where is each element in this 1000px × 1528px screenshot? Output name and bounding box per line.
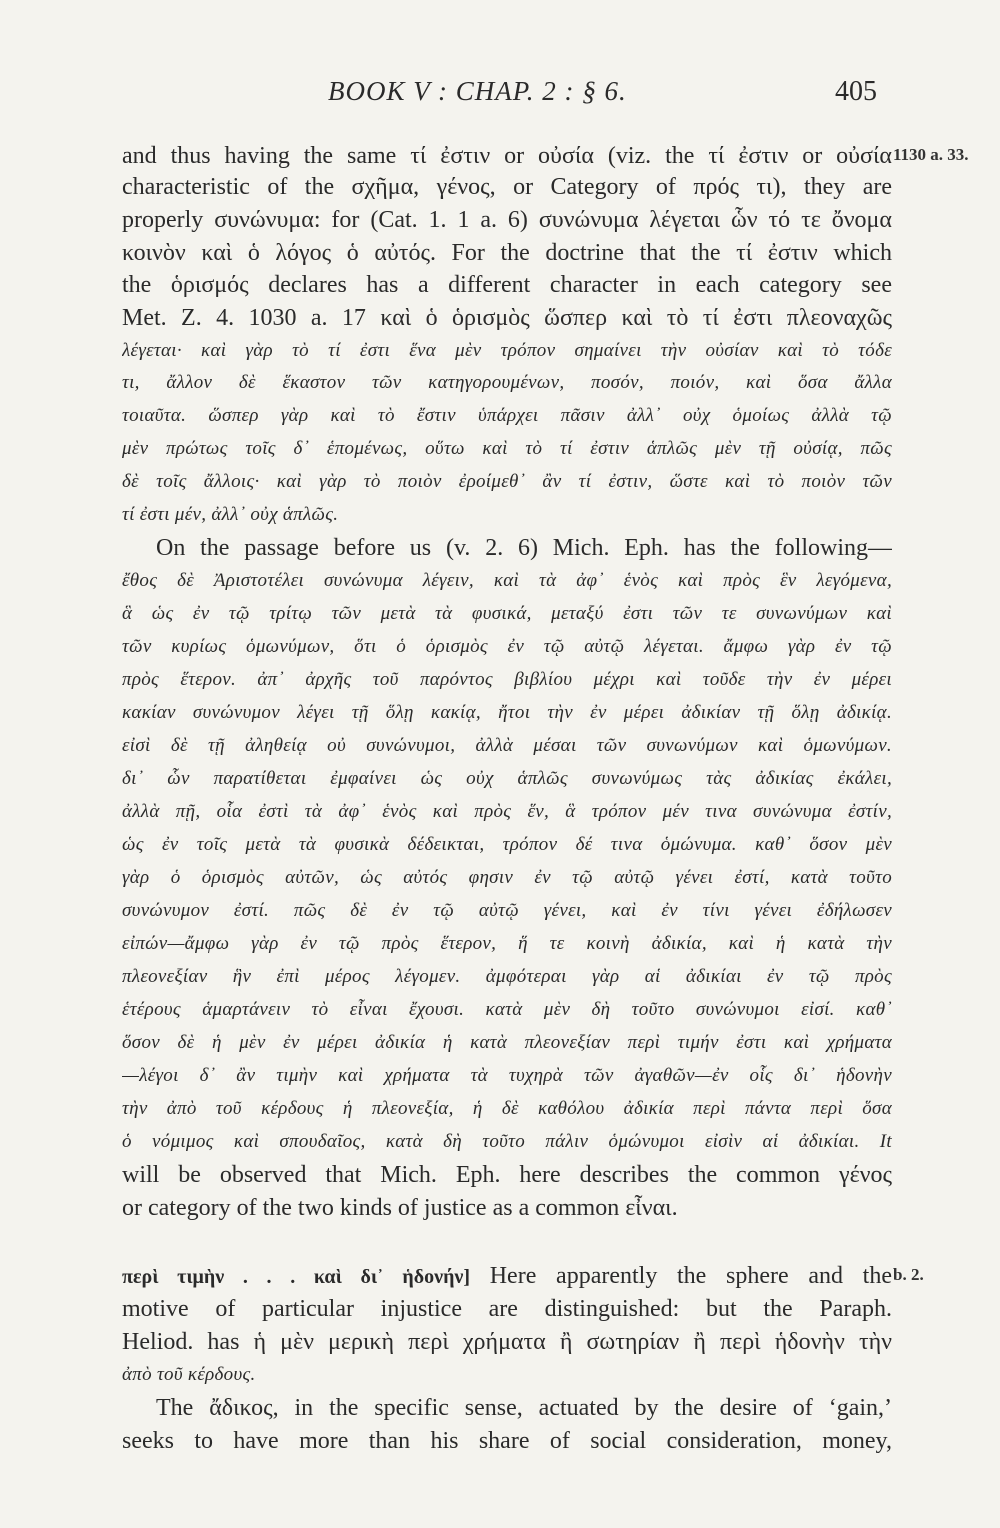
lemma-term: περὶ τιμὴν . . . καὶ δι᾽ ἡδονήν] — [122, 1266, 471, 1288]
greek-quote-line: πρὸς ἕτερον. ἀπ᾽ ἀρχῆς τοῦ παρόντος βιβλίου μέχρι καὶ τοῦδε τὴν ἐν μέρει — [122, 669, 892, 690]
greek-quote-line: δὲ τοῖς ἄλλοις· καὶ γὰρ τὸ ποιὸν ἐροίμεθ᾽ ἂν τί ἐστιν, ὥστε καὶ τὸ ποιὸν τῶν — [122, 471, 892, 492]
greek-quote-line: συνώνυμον ἐστί. πῶς δὲ ἐν τῷ αὐτῷ γένει, καὶ ἐν τίνι γένει ἐδήλωσεν — [122, 900, 892, 921]
greek-quote-line: ὡς ἐν τοῖς μετὰ τὰ φυσικὰ δέδεικται, τρόπον δέ τινα ὁμώνυμα. καθ᾽ ὅσον μὲν — [122, 834, 892, 855]
margin-ref: b. 2. — [893, 1265, 924, 1284]
greek-quote-line: κακίαν συνώνυμον λέγει τῇ ὅλῃ κακίᾳ, ἤτοι τὴν ἐν μέρει ἀδικίαν τῇ ὅλῃ ἀδικίᾳ. — [122, 702, 892, 723]
running-head — [0, 76, 1000, 116]
lemma-line — [122, 1260, 892, 1292]
greek-quote-line: ὁ νόμιμος καὶ σπουδαῖος, κατὰ δὴ τοῦτο πάλιν ὁμώνυμοι εἰσὶν αἱ ἀδικίαι. It — [122, 1131, 892, 1152]
margin-ref: 1130 a. 33. — [893, 145, 969, 164]
greek-quote-line: τι, ἄλλον δὲ ἕκαστον τῶν κατηγορουμένων, ποσόν, ποιόν, καὶ ὅσα ἄλλα — [122, 372, 892, 393]
greek-quote-line: ἃ ὡς ἐν τῷ τρίτῳ τῶν μετὰ τὰ φυσικά, μεταξύ ἐστι τῶν τε συνωνύμων καὶ — [122, 603, 892, 624]
text-line: or category of the two kinds of justice as a common εἶναι. — [122, 1195, 678, 1221]
text-line: Heliod. has ἡ μὲν μερικὴ περὶ χρήματα ἢ σωτηρίαν ἢ περὶ ἡδονὴν τὴν — [122, 1329, 892, 1355]
greek-quote-line: τὴν ἀπὸ τοῦ κέρδους ἡ πλεονεξία, ἡ δὲ καθόλου ἀδικία περὶ πάντα περὶ ὅσα — [122, 1098, 892, 1119]
text-line: On the passage before us (v. 2. 6) Mich. Eph. has the following— — [156, 535, 892, 561]
text-line: characteristic of the σχῆμα, γένος, or Category of πρός τι), they are — [122, 174, 892, 200]
lemma-text: Here apparently the sphere and the — [470, 1263, 892, 1289]
running-title: BOOK V : CHAP. 2 : § 6. — [328, 76, 627, 106]
text-line: the ὁρισμός declares has a different character in each category see — [122, 272, 892, 298]
greek-quote-line: εἰπών—ἄμφω γὰρ ἐν τῷ πρὸς ἕτερον, ἥ τε κοινὴ ἀδικία, καὶ ἡ κατὰ τὴν — [122, 933, 892, 954]
page-number: 405 — [835, 76, 877, 107]
text-line: will be observed that Mich. Eph. here describes the common γένος — [122, 1162, 892, 1188]
text-line: properly συνώνυμα: for (Cat. 1. 1 a. 6) συνώνυμα λέγεται ὧν τό τε ὄνομα — [122, 207, 892, 233]
text-line: κοινὸν καὶ ὁ λόγος ὁ αὐτός. For the doctrine that the τί ἐστιν which — [122, 240, 892, 266]
greek-quote-line: δι᾽ ὧν παρατίθεται ἐμφαίνει ὡς οὐχ ἁπλῶς συνωνύμως τὰς ἀδικίας ἐκάλει, — [122, 768, 892, 789]
greek-quote-line: ἑτέρους ἁμαρτάνειν τὸ εἶναι ἔχουσι. κατὰ μὲν δὴ τοῦτο συνώνυμοι εἰσί. καθ᾽ — [122, 999, 892, 1020]
text-line: The ἄδικος, in the specific sense, actuated by the desire of ‘gain,’ — [156, 1395, 892, 1421]
greek-quote-line: —λέγοι δ᾽ ἂν τιμὴν καὶ χρήματα τὰ τυχηρὰ τῶν ἀγαθῶν—ἐν οἷς δι᾽ ἡδονὴν — [122, 1065, 892, 1086]
text-line: motive of particular injustice are distinguished: but the Paraph. — [122, 1296, 892, 1322]
text-line: Met. Z. 4. 1030 a. 17 καὶ ὁ ὁρισμὸς ὥσπερ καὶ τὸ τί ἐστι πλεοναχῶς — [122, 305, 892, 331]
greek-quote-line: τῶν κυρίως ὁμωνύμων, ὅτι ὁ ὁρισμὸς ἐν τῷ αὐτῷ λέγεται. ἄμφω γὰρ ἐν τῷ — [122, 636, 892, 657]
greek-quote-line: γὰρ ὁ ὁρισμὸς αὐτῶν, ὡς αὐτός φησιν ἐν τῷ αὐτῷ γένει ἐστί, κατὰ τοῦτο — [122, 867, 892, 888]
greek-quote-line: τί ἐστι μέν, ἀλλ᾽ οὐχ ἁπλῶς. — [122, 504, 339, 525]
greek-quote-line: ἔθος δὲ Ἀριστοτέλει συνώνυμα λέγειν, καὶ τὰ ἀφ᾽ ἑνὸς καὶ πρὸς ἓν λεγόμενα, — [122, 570, 892, 591]
greek-quote-line: τοιαῦτα. ὥσπερ γὰρ καὶ τὸ ἔστιν ὑπάρχει πᾶσιν ἀλλ᾽ οὐχ ὁμοίως ἀλλὰ τῷ — [122, 405, 892, 426]
greek-quote-line: ἀπὸ τοῦ κέρδους. — [122, 1364, 256, 1385]
greek-quote-line: εἰσὶ δὲ τῇ ἀληθείᾳ οὐ συνώνυμοι, ἀλλὰ μέσαι τῶν συνωνύμων καὶ ὁμωνύμων. — [122, 735, 892, 756]
greek-quote-line: ἀλλὰ πῇ, οἷα ἐστὶ τὰ ἀφ᾽ ἑνὸς καὶ πρὸς ἕν, ἃ τρόπον μέν τινα συνώνυμα ἐστίν, — [122, 801, 892, 822]
greek-quote-line: πλεονεξίαν ἣν ἐπὶ μέρος λέγομεν. ἀμφότεραι γὰρ αἱ ἀδικίαι ἐν τῷ πρὸς — [122, 966, 892, 987]
text-line: seeks to have more than his share of social consideration, money, — [122, 1428, 892, 1454]
greek-quote-line: ὅσον δὲ ἡ μὲν ἐν μέρει ἀδικία ἡ κατὰ πλεονεξίαν περὶ τιμήν ἐστι καὶ χρήματα — [122, 1032, 892, 1053]
greek-quote-line: λέγεται· καὶ γὰρ τὸ τί ἐστι ἕνα μὲν τρόπον σημαίνει τὴν οὐσίαν καὶ τὸ τόδε — [122, 340, 892, 361]
text-line: and thus having the same τί ἐστιν or οὐσία (viz. the τί ἐστιν or οὐσία — [122, 143, 892, 169]
greek-quote-line: μὲν πρώτως τοῖς δ᾽ ἑπομένως, οὕτω καὶ τὸ τί ἐστιν ἁπλῶς μὲν τῇ οὐσίᾳ, πῶς — [122, 438, 892, 459]
